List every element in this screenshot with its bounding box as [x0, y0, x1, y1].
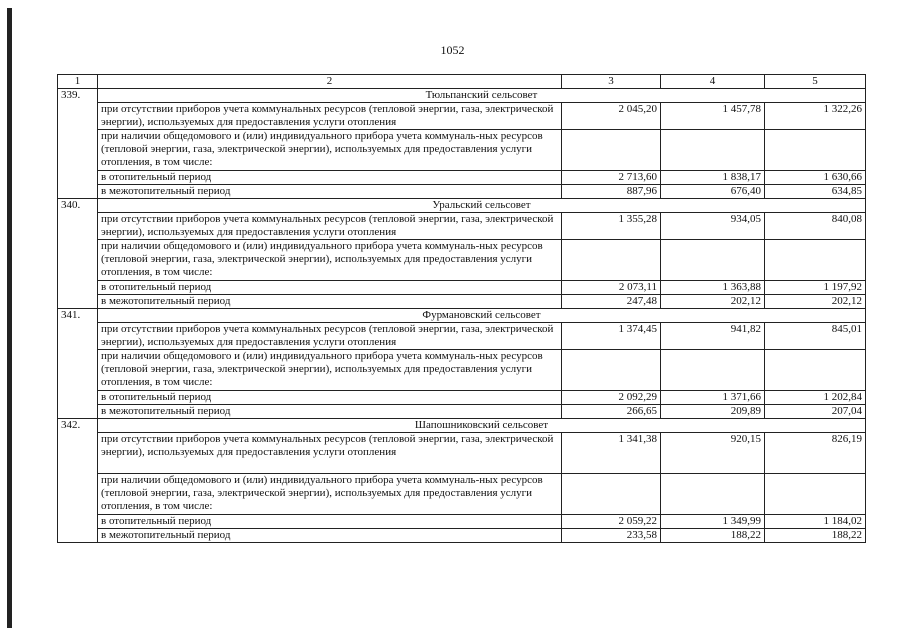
value-cell-v5: 202,12: [765, 295, 866, 309]
value-cell-v5: 1 197,92: [765, 281, 866, 295]
value-cell-v4: 1 349,99: [661, 515, 765, 529]
section-header-row: [58, 419, 866, 433]
row-description: в отопительный период: [98, 171, 562, 185]
row-description: при наличии общедомового и (или) индивидуального прибора учета коммуналь-ных ресурсов (тепловой энергии, газа, электрической энергии), используемых для предоставления услуги отопления, в том числе:: [98, 350, 562, 391]
table-row: [58, 240, 866, 281]
value-cell-v3: 2 073,11: [562, 281, 661, 295]
section-title: Фурмановский сельсовет: [98, 309, 866, 323]
value-cell-v3: [562, 350, 661, 391]
tariff-table: [57, 74, 866, 543]
value-cell-v3: 2 059,22: [562, 515, 661, 529]
section-title: Тюльпанский сельсовет: [98, 89, 866, 103]
table-row: [58, 213, 866, 240]
table-row: [58, 323, 866, 350]
value-cell-v4: 934,05: [661, 213, 765, 240]
value-cell-v4: 1 371,66: [661, 391, 765, 405]
column-header: 5: [765, 75, 866, 89]
value-cell-v4: 188,22: [661, 529, 765, 543]
value-cell-v5: [765, 474, 866, 515]
section-number: 341.: [58, 309, 98, 419]
row-description: при наличии общедомового и (или) индивидуального прибора учета коммуналь-ных ресурсов (тепловой энергии, газа, электрической энергии), используемых для предоставления услуги отопления, в том числе:: [98, 240, 562, 281]
value-cell-v4: 1 838,17: [661, 171, 765, 185]
row-description: при отсутствии приборов учета коммунальных ресурсов (тепловой энергии, газа, электрической энергии), используемых для предоставления услуги отопления: [98, 103, 562, 130]
value-cell-v5: 1 630,66: [765, 171, 866, 185]
value-cell-v4: 920,15: [661, 433, 765, 474]
table-row: [58, 515, 866, 529]
value-cell-v4: 1 457,78: [661, 103, 765, 130]
section-number: 340.: [58, 199, 98, 309]
table-row: [58, 171, 866, 185]
section-title: Шапошниковский сельсовет: [98, 419, 866, 433]
column-header: 3: [562, 75, 661, 89]
value-cell-v4: [661, 240, 765, 281]
table-row: [58, 295, 866, 309]
table-row: [58, 433, 866, 474]
page-number: 1052: [440, 43, 465, 57]
table-row: [58, 405, 866, 419]
value-cell-v3: [562, 240, 661, 281]
value-cell-v4: 676,40: [661, 185, 765, 199]
row-description: в отопительный период: [98, 515, 562, 529]
section-number: 342.: [58, 419, 98, 543]
value-cell-v3: 1 341,38: [562, 433, 661, 474]
section-header-row: [58, 89, 866, 103]
table-row: [58, 391, 866, 405]
table-row: [58, 185, 866, 199]
value-cell-v5: 845,01: [765, 323, 866, 350]
value-cell-v4: [661, 350, 765, 391]
value-cell-v3: [562, 474, 661, 515]
row-description: при отсутствии приборов учета коммунальных ресурсов (тепловой энергии, газа, электрической энергии), используемых для предоставления услуги отопления: [98, 433, 562, 474]
value-cell-v5: 634,85: [765, 185, 866, 199]
table-row: [58, 529, 866, 543]
row-description: при наличии общедомового и (или) индивидуального прибора учета коммуналь-ных ресурсов (тепловой энергии, газа, электрической энергии), используемых для предоставления услуги отопления, в том числе:: [98, 130, 562, 171]
value-cell-v3: 233,58: [562, 529, 661, 543]
value-cell-v4: 941,82: [661, 323, 765, 350]
section-header-row: [58, 199, 866, 213]
value-cell-v5: 1 184,02: [765, 515, 866, 529]
value-cell-v5: 840,08: [765, 213, 866, 240]
table-row: [58, 103, 866, 130]
row-description: в межотопительный период: [98, 295, 562, 309]
row-description: в межотопительный период: [98, 185, 562, 199]
header-row: [58, 75, 866, 89]
row-description: при отсутствии приборов учета коммунальных ресурсов (тепловой энергии, газа, электрической энергии), используемых для предоставления услуги отопления: [98, 213, 562, 240]
section-header-row: [58, 309, 866, 323]
column-header: 1: [58, 75, 98, 89]
value-cell-v3: [562, 130, 661, 171]
column-header: 2: [98, 75, 562, 89]
row-description: в межотопительный период: [98, 529, 562, 543]
value-cell-v4: 209,89: [661, 405, 765, 419]
table-row: [58, 474, 866, 515]
value-cell-v5: 1 202,84: [765, 391, 866, 405]
value-cell-v3: 2 092,29: [562, 391, 661, 405]
value-cell-v5: 188,22: [765, 529, 866, 543]
value-cell-v4: [661, 130, 765, 171]
row-description: при отсутствии приборов учета коммунальных ресурсов (тепловой энергии, газа, электрической энергии), используемых для предоставления услуги отопления: [98, 323, 562, 350]
value-cell-v5: 1 322,26: [765, 103, 866, 130]
margin-bar: [7, 8, 12, 628]
row-description: в отопительный период: [98, 281, 562, 295]
section-number: 339.: [58, 89, 98, 199]
value-cell-v3: 2 713,60: [562, 171, 661, 185]
value-cell-v3: 1 374,45: [562, 323, 661, 350]
value-cell-v5: [765, 240, 866, 281]
value-cell-v4: 202,12: [661, 295, 765, 309]
table-row: [58, 350, 866, 391]
value-cell-v3: 266,65: [562, 405, 661, 419]
row-description: при наличии общедомового и (или) индивидуального прибора учета коммуналь-ных ресурсов (тепловой энергии, газа, электрической энергии), используемых для предоставления услуги отопления, в том числе:: [98, 474, 562, 515]
row-description: в межотопительный период: [98, 405, 562, 419]
column-header: 4: [661, 75, 765, 89]
row-description: в отопительный период: [98, 391, 562, 405]
value-cell-v4: 1 363,88: [661, 281, 765, 295]
value-cell-v3: 887,96: [562, 185, 661, 199]
value-cell-v3: 2 045,20: [562, 103, 661, 130]
value-cell-v3: 247,48: [562, 295, 661, 309]
value-cell-v4: [661, 474, 765, 515]
section-title: Уральский сельсовет: [98, 199, 866, 213]
value-cell-v5: 207,04: [765, 405, 866, 419]
value-cell-v5: [765, 350, 866, 391]
table-row: [58, 130, 866, 171]
value-cell-v5: 826,19: [765, 433, 866, 474]
value-cell-v3: 1 355,28: [562, 213, 661, 240]
value-cell-v5: [765, 130, 866, 171]
table-row: [58, 281, 866, 295]
